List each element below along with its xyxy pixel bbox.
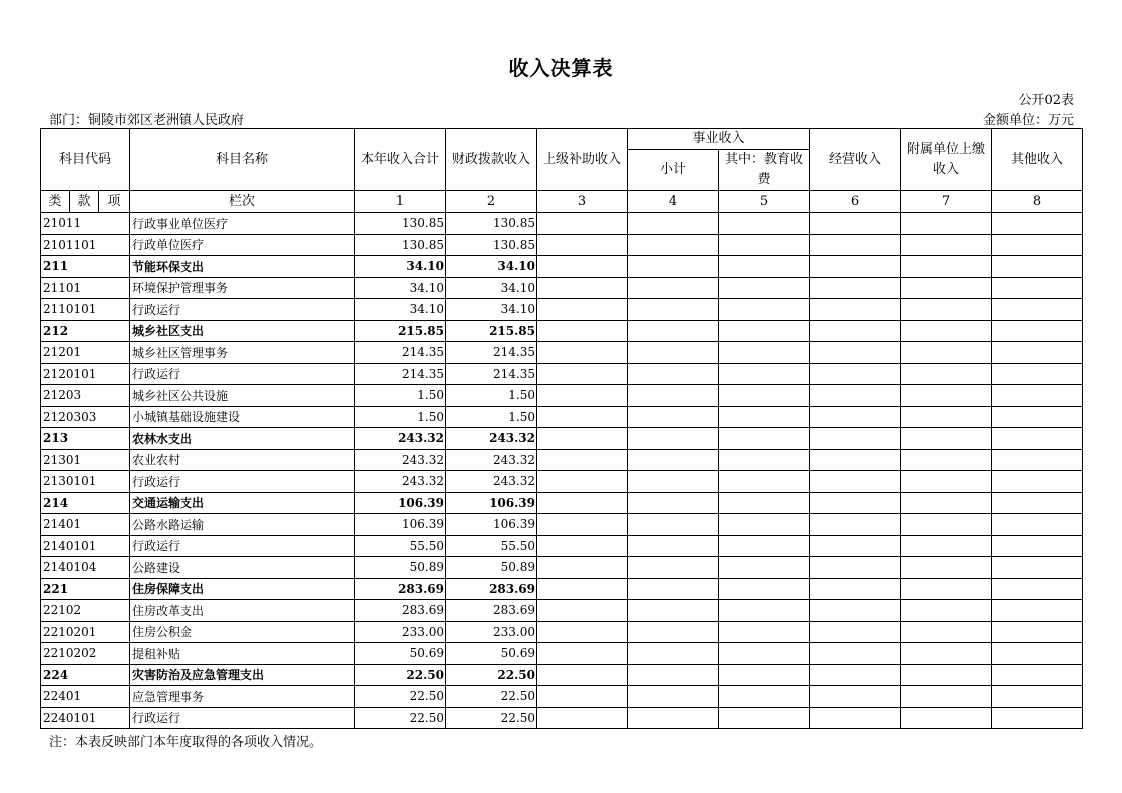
cell-edu-fee	[719, 707, 810, 729]
cell-total: 1.50	[355, 406, 446, 428]
cell-operating	[810, 686, 901, 708]
cell-edu-fee	[719, 385, 810, 407]
table-row	[41, 234, 1083, 256]
cell-total: 34.10	[355, 256, 446, 278]
table-row	[41, 557, 1083, 579]
cell-edu-fee	[719, 449, 810, 471]
cell-name: 小城镇基础设施建设	[130, 406, 355, 428]
cell-total: 22.50	[355, 664, 446, 686]
header-code: 科目代码	[41, 129, 130, 191]
table-row	[41, 535, 1083, 557]
cell-affiliated	[901, 535, 992, 557]
cell-upper	[537, 643, 628, 665]
cell-other	[992, 643, 1083, 665]
cell-affiliated	[901, 406, 992, 428]
cell-code: 224	[41, 664, 130, 686]
page-title: 收入决算表	[508, 56, 614, 80]
cell-other	[992, 449, 1083, 471]
cell-edu-fee	[719, 256, 810, 278]
cell-upper	[537, 406, 628, 428]
cell-operating	[810, 256, 901, 278]
cell-other	[992, 557, 1083, 579]
cell-subtotal	[628, 363, 719, 385]
cell-other	[992, 363, 1083, 385]
cell-code: 21011	[41, 213, 130, 235]
table-row	[41, 385, 1083, 407]
index-c3: 3	[537, 191, 628, 213]
cell-operating	[810, 707, 901, 729]
table-row	[41, 406, 1083, 428]
cell-operating	[810, 277, 901, 299]
cell-fiscal: 130.85	[446, 234, 537, 256]
cell-name: 住房保障支出	[130, 578, 355, 600]
cell-operating	[810, 213, 901, 235]
cell-affiliated	[901, 428, 992, 450]
cell-total: 243.32	[355, 428, 446, 450]
cell-total: 214.35	[355, 363, 446, 385]
cell-subtotal	[628, 557, 719, 579]
cell-affiliated	[901, 213, 992, 235]
index-kuan: 款	[70, 191, 99, 213]
cell-upper	[537, 320, 628, 342]
income-table	[40, 128, 1083, 729]
cell-upper	[537, 707, 628, 729]
cell-edu-fee	[719, 342, 810, 364]
cell-upper	[537, 471, 628, 493]
cell-other	[992, 600, 1083, 622]
cell-fiscal: 1.50	[446, 406, 537, 428]
table-row	[41, 600, 1083, 622]
header-fiscal: 财政拨款收入	[446, 129, 537, 191]
cell-code: 21203	[41, 385, 130, 407]
cell-name: 行政运行	[130, 535, 355, 557]
table-row	[41, 492, 1083, 514]
cell-subtotal	[628, 621, 719, 643]
cell-total: 130.85	[355, 234, 446, 256]
cell-total: 233.00	[355, 621, 446, 643]
cell-total: 283.69	[355, 600, 446, 622]
index-c7: 7	[901, 191, 992, 213]
cell-subtotal	[628, 578, 719, 600]
cell-fiscal: 34.10	[446, 299, 537, 321]
cell-total: 130.85	[355, 213, 446, 235]
table-row	[41, 449, 1083, 471]
cell-name: 行政单位医疗	[130, 234, 355, 256]
cell-code: 221	[41, 578, 130, 600]
cell-upper	[537, 342, 628, 364]
cell-operating	[810, 449, 901, 471]
cell-upper	[537, 492, 628, 514]
cell-code: 2210201	[41, 621, 130, 643]
cell-code: 2120101	[41, 363, 130, 385]
cell-upper	[537, 664, 628, 686]
cell-subtotal	[628, 428, 719, 450]
cell-name: 灾害防治及应急管理支出	[130, 664, 355, 686]
cell-subtotal	[628, 492, 719, 514]
cell-code: 2240101	[41, 707, 130, 729]
cell-fiscal: 283.69	[446, 578, 537, 600]
cell-operating	[810, 428, 901, 450]
cell-operating	[810, 514, 901, 536]
cell-edu-fee	[719, 535, 810, 557]
cell-edu-fee	[719, 471, 810, 493]
header-other: 其他收入	[992, 129, 1083, 191]
index-c8: 8	[992, 191, 1083, 213]
cell-name: 行政事业单位医疗	[130, 213, 355, 235]
cell-total: 34.10	[355, 299, 446, 321]
cell-fiscal: 106.39	[446, 492, 537, 514]
cell-name: 住房公积金	[130, 621, 355, 643]
cell-edu-fee	[719, 406, 810, 428]
cell-code: 2101101	[41, 234, 130, 256]
cell-name: 行政运行	[130, 299, 355, 321]
cell-upper	[537, 299, 628, 321]
cell-other	[992, 535, 1083, 557]
cell-name: 环境保护管理事务	[130, 277, 355, 299]
cell-upper	[537, 256, 628, 278]
cell-edu-fee	[719, 557, 810, 579]
department-label: 部门：铜陵市郊区老洲镇人民政府	[49, 113, 245, 128]
cell-upper	[537, 363, 628, 385]
cell-fiscal: 22.50	[446, 686, 537, 708]
cell-subtotal	[628, 342, 719, 364]
table-row	[41, 664, 1083, 686]
cell-fiscal: 215.85	[446, 320, 537, 342]
index-lanci: 栏次	[130, 191, 355, 213]
cell-name: 城乡社区管理事务	[130, 342, 355, 364]
cell-operating	[810, 234, 901, 256]
cell-operating	[810, 621, 901, 643]
header-subtotal: 小计	[628, 150, 719, 191]
cell-name: 节能环保支出	[130, 256, 355, 278]
cell-name: 应急管理事务	[130, 686, 355, 708]
cell-fiscal: 50.89	[446, 557, 537, 579]
cell-affiliated	[901, 557, 992, 579]
cell-operating	[810, 320, 901, 342]
cell-other	[992, 664, 1083, 686]
cell-other	[992, 686, 1083, 708]
cell-edu-fee	[719, 428, 810, 450]
cell-code: 211	[41, 256, 130, 278]
cell-subtotal	[628, 514, 719, 536]
cell-name: 公路建设	[130, 557, 355, 579]
cell-upper	[537, 449, 628, 471]
index-c6: 6	[810, 191, 901, 213]
cell-fiscal: 22.50	[446, 664, 537, 686]
table-body	[41, 213, 1083, 729]
cell-subtotal	[628, 643, 719, 665]
cell-total: 34.10	[355, 277, 446, 299]
cell-fiscal: 214.35	[446, 342, 537, 364]
cell-upper	[537, 213, 628, 235]
cell-operating	[810, 643, 901, 665]
cell-edu-fee	[719, 643, 810, 665]
cell-other	[992, 234, 1083, 256]
cell-affiliated	[901, 320, 992, 342]
cell-operating	[810, 535, 901, 557]
cell-subtotal	[628, 234, 719, 256]
table-row	[41, 643, 1083, 665]
cell-subtotal	[628, 320, 719, 342]
cell-upper	[537, 385, 628, 407]
cell-affiliated	[901, 277, 992, 299]
footnote: 注：本表反映部门本年度取得的各项收入情况。	[49, 735, 323, 750]
cell-other	[992, 707, 1083, 729]
cell-operating	[810, 557, 901, 579]
cell-name: 农业农村	[130, 449, 355, 471]
cell-affiliated	[901, 578, 992, 600]
cell-total: 55.50	[355, 535, 446, 557]
table-row	[41, 471, 1083, 493]
cell-upper	[537, 578, 628, 600]
index-c5: 5	[719, 191, 810, 213]
cell-operating	[810, 492, 901, 514]
cell-upper	[537, 428, 628, 450]
cell-other	[992, 578, 1083, 600]
cell-code: 22401	[41, 686, 130, 708]
cell-affiliated	[901, 363, 992, 385]
cell-edu-fee	[719, 492, 810, 514]
header-name: 科目名称	[130, 129, 355, 191]
cell-operating	[810, 471, 901, 493]
cell-subtotal	[628, 707, 719, 729]
cell-other	[992, 471, 1083, 493]
cell-total: 106.39	[355, 492, 446, 514]
cell-operating	[810, 406, 901, 428]
cell-upper	[537, 234, 628, 256]
cell-code: 212	[41, 320, 130, 342]
cell-edu-fee	[719, 299, 810, 321]
cell-fiscal: 34.10	[446, 256, 537, 278]
table-row	[41, 621, 1083, 643]
cell-affiliated	[901, 385, 992, 407]
cell-name: 城乡社区支出	[130, 320, 355, 342]
cell-code: 2110101	[41, 299, 130, 321]
cell-code: 21401	[41, 514, 130, 536]
cell-affiliated	[901, 256, 992, 278]
cell-subtotal	[628, 449, 719, 471]
table-row	[41, 320, 1083, 342]
cell-total: 50.89	[355, 557, 446, 579]
cell-upper	[537, 514, 628, 536]
cell-fiscal: 1.50	[446, 385, 537, 407]
cell-upper	[537, 557, 628, 579]
cell-name: 住房改革支出	[130, 600, 355, 622]
cell-fiscal: 22.50	[446, 707, 537, 729]
cell-total: 243.32	[355, 449, 446, 471]
cell-code: 213	[41, 428, 130, 450]
index-lei: 类	[41, 191, 70, 213]
cell-affiliated	[901, 342, 992, 364]
cell-fiscal: 283.69	[446, 600, 537, 622]
table-row	[41, 277, 1083, 299]
cell-other	[992, 213, 1083, 235]
cell-fiscal: 130.85	[446, 213, 537, 235]
header-total: 本年收入合计	[355, 129, 446, 191]
index-xiang: 项	[99, 191, 130, 213]
cell-fiscal: 34.10	[446, 277, 537, 299]
cell-code: 214	[41, 492, 130, 514]
cell-operating	[810, 578, 901, 600]
table-row	[41, 686, 1083, 708]
cell-total: 22.50	[355, 707, 446, 729]
cell-fiscal: 233.00	[446, 621, 537, 643]
cell-fiscal: 214.35	[446, 363, 537, 385]
header-business: 事业收入	[628, 129, 810, 150]
cell-other	[992, 277, 1083, 299]
cell-edu-fee	[719, 213, 810, 235]
cell-operating	[810, 363, 901, 385]
cell-edu-fee	[719, 277, 810, 299]
cell-other	[992, 428, 1083, 450]
cell-subtotal	[628, 277, 719, 299]
cell-name: 行政运行	[130, 363, 355, 385]
cell-other	[992, 621, 1083, 643]
cell-affiliated	[901, 299, 992, 321]
cell-affiliated	[901, 471, 992, 493]
cell-operating	[810, 385, 901, 407]
cell-total: 283.69	[355, 578, 446, 600]
cell-subtotal	[628, 664, 719, 686]
table-row	[41, 299, 1083, 321]
cell-operating	[810, 299, 901, 321]
cell-affiliated	[901, 514, 992, 536]
cell-edu-fee	[719, 621, 810, 643]
header-operating: 经营收入	[810, 129, 901, 191]
cell-affiliated	[901, 600, 992, 622]
cell-affiliated	[901, 449, 992, 471]
cell-fiscal: 243.32	[446, 428, 537, 450]
index-c2: 2	[446, 191, 537, 213]
cell-edu-fee	[719, 600, 810, 622]
cell-total: 50.69	[355, 643, 446, 665]
cell-subtotal	[628, 600, 719, 622]
cell-affiliated	[901, 707, 992, 729]
cell-total: 214.35	[355, 342, 446, 364]
cell-subtotal	[628, 406, 719, 428]
cell-edu-fee	[719, 578, 810, 600]
cell-upper	[537, 535, 628, 557]
cell-fiscal: 55.50	[446, 535, 537, 557]
cell-fiscal: 243.32	[446, 449, 537, 471]
table-row	[41, 342, 1083, 364]
cell-total: 106.39	[355, 514, 446, 536]
cell-operating	[810, 600, 901, 622]
cell-subtotal	[628, 471, 719, 493]
cell-upper	[537, 277, 628, 299]
cell-name: 农林水支出	[130, 428, 355, 450]
cell-other	[992, 320, 1083, 342]
table-row	[41, 514, 1083, 536]
header-edu-fee: 其中：教育收费	[719, 150, 810, 191]
cell-edu-fee	[719, 686, 810, 708]
cell-subtotal	[628, 213, 719, 235]
cell-fiscal: 50.69	[446, 643, 537, 665]
cell-fiscal: 106.39	[446, 514, 537, 536]
cell-subtotal	[628, 256, 719, 278]
cell-affiliated	[901, 492, 992, 514]
cell-edu-fee	[719, 664, 810, 686]
table-row	[41, 213, 1083, 235]
cell-name: 提租补贴	[130, 643, 355, 665]
cell-affiliated	[901, 643, 992, 665]
cell-subtotal	[628, 385, 719, 407]
amount-unit-label: 金额单位：万元	[982, 113, 1074, 128]
cell-name: 公路水路运输	[130, 514, 355, 536]
cell-upper	[537, 600, 628, 622]
cell-total: 243.32	[355, 471, 446, 493]
cell-name: 城乡社区公共设施	[130, 385, 355, 407]
cell-other	[992, 342, 1083, 364]
cell-code: 21201	[41, 342, 130, 364]
cell-total: 215.85	[355, 320, 446, 342]
cell-code: 2130101	[41, 471, 130, 493]
cell-operating	[810, 664, 901, 686]
cell-code: 2210202	[41, 643, 130, 665]
header-affiliated: 附属单位上缴收入	[901, 129, 992, 191]
cell-operating	[810, 342, 901, 364]
cell-name: 行政运行	[130, 707, 355, 729]
cell-other	[992, 299, 1083, 321]
cell-total: 1.50	[355, 385, 446, 407]
cell-code: 21301	[41, 449, 130, 471]
table-row	[41, 578, 1083, 600]
cell-code: 2140101	[41, 535, 130, 557]
cell-other	[992, 256, 1083, 278]
cell-affiliated	[901, 686, 992, 708]
cell-code: 21101	[41, 277, 130, 299]
index-c1: 1	[355, 191, 446, 213]
cell-code: 22102	[41, 600, 130, 622]
cell-upper	[537, 686, 628, 708]
table-row	[41, 256, 1083, 278]
cell-name: 交通运输支出	[130, 492, 355, 514]
cell-affiliated	[901, 664, 992, 686]
cell-upper	[537, 621, 628, 643]
table-row	[41, 428, 1083, 450]
table-row	[41, 363, 1083, 385]
cell-subtotal	[628, 535, 719, 557]
cell-other	[992, 492, 1083, 514]
cell-total: 22.50	[355, 686, 446, 708]
cell-other	[992, 406, 1083, 428]
cell-other	[992, 514, 1083, 536]
cell-fiscal: 243.32	[446, 471, 537, 493]
cell-name: 行政运行	[130, 471, 355, 493]
cell-code: 2140104	[41, 557, 130, 579]
cell-edu-fee	[719, 234, 810, 256]
cell-edu-fee	[719, 363, 810, 385]
form-number: 公开02表	[1018, 93, 1074, 108]
cell-subtotal	[628, 299, 719, 321]
cell-edu-fee	[719, 320, 810, 342]
table-row	[41, 707, 1083, 729]
cell-other	[992, 385, 1083, 407]
cell-edu-fee	[719, 514, 810, 536]
cell-affiliated	[901, 234, 992, 256]
cell-code: 2120303	[41, 406, 130, 428]
cell-subtotal	[628, 686, 719, 708]
index-c4: 4	[628, 191, 719, 213]
cell-affiliated	[901, 621, 992, 643]
header-upper: 上级补助收入	[537, 129, 628, 191]
